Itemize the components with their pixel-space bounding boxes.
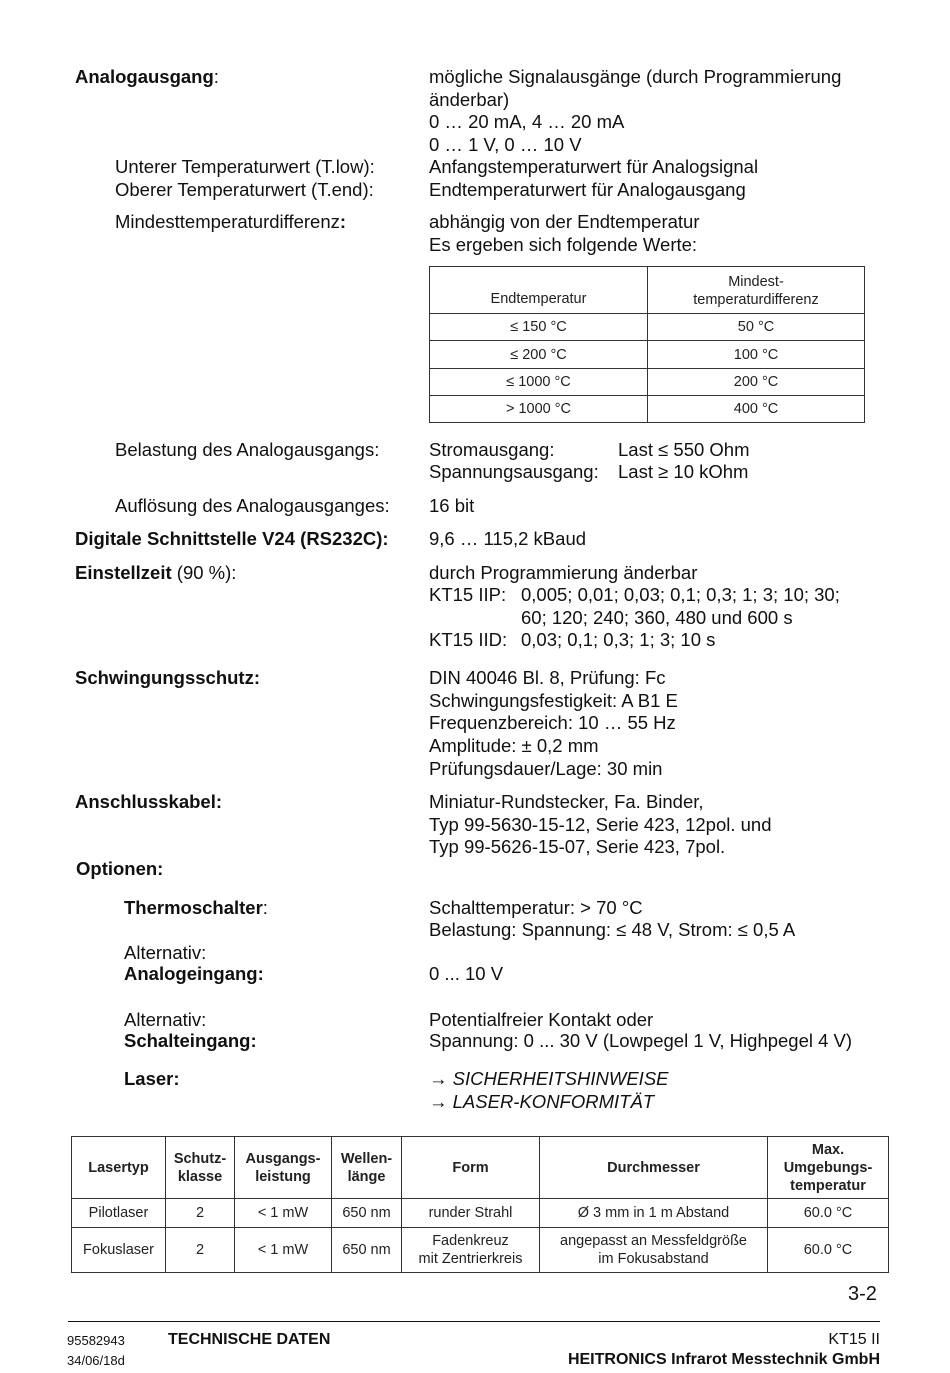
wellenlaenge-cell: 650 nm [332,1199,402,1228]
options-title: Optionen: [76,858,164,879]
cable-line-1: Miniatur-Rundstecker, Fa. Binder, [429,791,704,812]
header-mindestdifferenz [648,267,865,314]
form-line: mit Zentrierkreis [418,1251,523,1267]
laser-ref-safety: → SICHERHEITSHINWEISE [429,1068,669,1089]
header-line: Wellen- [340,1150,393,1167]
alternative-label-1: Alternativ: [124,942,207,963]
vibration-label: Schwingungsschutz: [75,667,260,688]
switch-input-label: Schalteingang: [124,1030,257,1051]
cable-line-3: Typ 99-5626-15-07, Serie 423, 7pol. [429,836,726,857]
table-row [72,1199,889,1228]
switch-input-line-1: Potentialfreier Kontakt oder [429,1009,654,1030]
min-diff-cell: 50 °C [648,314,865,341]
schutzklasse-cell: 2 [166,1199,235,1228]
wellenlaenge-cell: 650 nm [332,1228,402,1273]
analog-input-label: Analogeingang: [124,963,264,984]
header-schutzklasse [166,1137,235,1199]
footer-doc-number: 95582943 [67,1333,125,1348]
switch-input-line-2: Spannung: 0 ... 30 V (Lowpegel 1 V, Highpegel 4 V) [429,1030,853,1051]
durchmesser-line: im Fokusabstand [598,1251,709,1267]
analog-output-line-2: änderbar) [429,89,510,110]
kt15-iid-label: KT15 IID: [429,629,508,650]
min-diff-colon: : [339,211,347,232]
header-line: klasse [177,1168,223,1185]
analog-output-line-3: 0 … 20 mA, 4 … 20 mA [429,111,625,132]
lasertyp-cell: Fokuslaser [72,1228,166,1273]
durchmesser-line: angepasst an Messfeldgröße [560,1233,747,1249]
analog-output-heading [75,66,219,89]
kt15-iid-values: 0,03; 0,1; 0,3; 1; 3; 10 s [521,629,716,650]
analog-output-line-4: 0 … 1 V, 0 … 10 V [429,134,582,155]
response-time-line-1: durch Programmierung änderbar [429,562,698,583]
vibration-line-3: Frequenzbereich: 10 … 55 Hz [429,712,676,733]
header-line: Durchmesser [607,1159,700,1176]
header-wellenlaenge [332,1137,402,1199]
footer-product: KT15 II [828,1331,880,1348]
header-max-temp [768,1137,889,1199]
durchmesser-cell: Ø 3 mm in 1 m Abstand [540,1199,768,1228]
header-line: temperatur [790,1177,866,1194]
footer-section: TECHNISCHE DATEN [168,1331,331,1348]
min-diff-table-header [430,267,865,314]
table-row [72,1228,889,1273]
response-time-heading [75,562,236,585]
vibration-line-5: Prüfungsdauer/Lage: 30 min [429,758,663,779]
thermo-switch-colon: : [262,897,268,918]
analog-input-value: 0 ... 10 V [429,963,504,984]
ausgangsleistung-cell: < 1 mW [235,1199,332,1228]
kt15-iip-label: KT15 IIP: [429,584,507,605]
header-lasertyp [72,1137,166,1199]
vibration-line-4: Amplitude: ± 0,2 mm [429,735,599,756]
analog-output-line-1: mögliche Signalausgänge (durch Programmierung [429,66,842,87]
cable-line-2: Typ 99-5630-15-12, Serie 423, 12pol. und [429,814,772,835]
laser-ref-conformity: → LASER-KONFORMITÄT [429,1091,655,1112]
header-mindestdifferenz-line-2: temperaturdifferenz [693,292,819,308]
digital-interface-value: 9,6 … 115,2 kBaud [429,528,587,549]
kt15-iip-values-1: 0,005; 0,01; 0,03; 0,1; 0,3; 1; 3; 10; 30; [521,584,840,605]
header-lasertyp-text: Lasertyp [88,1159,149,1176]
table-row [430,396,865,423]
min-diff-line-2: Es ergeben sich folgende Werte: [429,234,698,255]
header-ausgangsleistung [235,1137,332,1199]
header-line: leistung [255,1168,311,1185]
laser-table-header [72,1137,889,1199]
vibration-line-1: DIN 40046 Bl. 8, Prüfung: Fc [429,667,666,688]
max-temp-cell: 60.0 °C [768,1199,889,1228]
thermo-switch-line-2: Belastung: Spannung: ≤ 48 V, Strom: ≤ 0,5 A [429,919,796,940]
min-diff-heading [115,211,346,234]
footer-rule [68,1321,880,1322]
resolution-label: Auflösung des Analogausganges: [115,495,390,516]
load-label: Belastung des Analogausgangs: [115,439,380,460]
footer-date-code: 34/06/18d [67,1353,125,1368]
header-line: Max. [811,1141,845,1158]
table-row [430,341,865,369]
min-diff-table [429,266,865,423]
min-diff-line-1: abhängig von der Endtemperatur [429,211,700,232]
response-time-label: Einstellzeit [75,562,172,583]
end-temp-cell: ≤ 1000 °C [430,369,648,396]
page-number: 3-2 [848,1283,877,1305]
thermo-switch-line-1: Schalttemperatur: > 70 °C [429,897,643,918]
laser-table [71,1136,889,1273]
min-diff-label: Mindesttemperaturdifferenz [115,211,340,232]
kt15-iip-values-2: 60; 120; 240; 360, 480 und 600 s [521,607,793,628]
voltage-output-label: Spannungsausgang: [429,461,599,482]
analog-output-colon: : [213,66,219,87]
min-diff-cell: 100 °C [648,341,865,369]
vibration-line-2: Schwingungsfestigkeit: A B1 E [429,690,678,711]
header-durchmesser [540,1137,768,1199]
digital-interface-label: Digitale Schnittstelle V24 (RS232C): [75,528,389,549]
voltage-output-value: Last ≥ 10 kOhm [618,461,749,482]
response-time-suffix: (90 %): [171,562,237,583]
header-line: Schutz- [173,1150,227,1167]
form-cell: runder Strahl [402,1199,540,1228]
min-diff-cell: 400 °C [648,396,865,423]
header-endtemperatur: Endtemperatur [430,267,648,314]
table-row [430,314,865,341]
footer-company: HEITRONICS Infrarot Messtechnik GmbH [567,1351,880,1368]
min-diff-cell: 200 °C [648,369,865,396]
header-line: Umgebungs- [783,1159,873,1176]
end-temp-cell: ≤ 150 °C [430,314,648,341]
ausgangsleistung-cell: < 1 mW [235,1228,332,1273]
resolution-value: 16 bit [429,495,475,516]
thermo-switch-label: Thermoschalter [124,897,263,918]
tlow-value: Anfangstemperaturwert für Analogsignal [429,156,759,177]
tlow-label: Unterer Temperaturwert (T.low): [115,156,375,177]
header-mindestdifferenz-line-1: Mindest- [728,274,784,290]
header-line: Form [452,1159,489,1176]
header-form [402,1137,540,1199]
current-output-label: Stromausgang: [429,439,555,460]
form-cell [402,1228,540,1273]
end-temp-cell: ≤ 200 °C [430,341,648,369]
table-row [430,369,865,396]
form-line: Fadenkreuz [432,1233,509,1249]
analog-output-label: Analogausgang [75,66,214,87]
lasertyp-cell: Pilotlaser [72,1199,166,1228]
laser-label: Laser: [124,1068,180,1089]
tend-label: Oberer Temperaturwert (T.end): [115,179,374,200]
max-temp-cell: 60.0 °C [768,1228,889,1273]
header-line: länge [347,1168,386,1185]
cable-label: Anschlusskabel: [75,791,223,812]
end-temp-cell: > 1000 °C [430,396,648,423]
header-line: Ausgangs- [245,1150,321,1167]
alternative-label-2: Alternativ: [124,1009,207,1030]
current-output-value: Last ≤ 550 Ohm [618,439,750,460]
thermo-switch-heading [124,897,268,920]
schutzklasse-cell: 2 [166,1228,235,1273]
durchmesser-cell [540,1228,768,1273]
tend-value: Endtemperaturwert für Analogausgang [429,179,746,200]
